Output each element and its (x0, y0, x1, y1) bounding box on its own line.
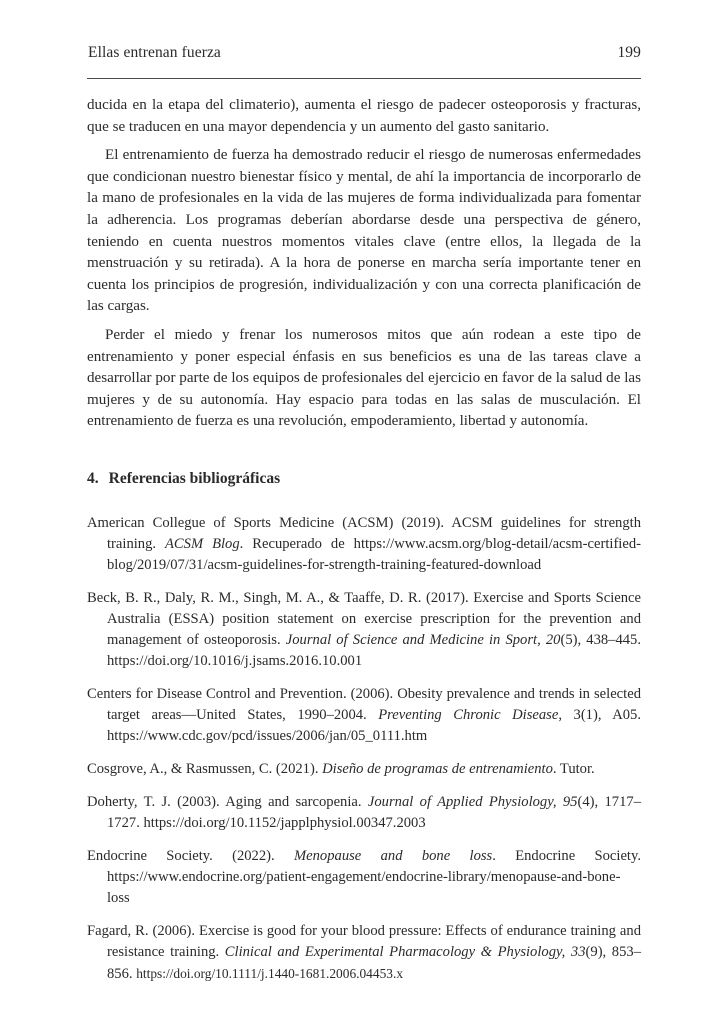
body-text (87, 95, 641, 440)
ref-text: Centers for Disease Control and Prevention. (2006). Obesity prevalence and trends in selected target areas—United States, 1990–2004. (87, 686, 641, 723)
ref-text: American Collegue of Sports Medicine (ACSM) (2019). ACSM guidelines for strength training. (87, 515, 641, 552)
section-title: Referencias bibliográficas (108, 470, 281, 487)
reference-list (87, 513, 641, 997)
reference-item (87, 684, 641, 747)
ref-source: Journal of Science and Medicine in Sport, 20 (285, 632, 561, 648)
ref-source: Clinical and Experimental Pharmacology & Physiology, 33 (224, 944, 586, 960)
reference-item (87, 759, 641, 780)
paragraph: El entrenamiento de fuerza ha demostrado reducir el riesgo de numerosas enfermedades que condicionan nuestro bienestar físico y mental, de ahí la importancia de incorporarlo de la mano de profesionales en la vida de las mujeres de forma individualizada para fomentar la adherencia. Los programas deberían abordarse desde una perspectiva de género, teniendo en cuenta nuestros momentos vitales clave (entre ellos, la llegada de la menstruación y su retirada). A la hora de ponerse en marcha sería importante tener en cuenta los principios de progresión, individualización y con una correcta planificación de las cargas. (87, 147, 641, 315)
paragraph: Perder el miedo y frenar los numerosos mitos que aún rodean a este tipo de entrenamiento y poner especial énfasis en sus beneficios es una de las tareas clave a desarrollar por parte de los equipos de profesionales del ejercicio en favor de la salud de las mujeres y de su autonomía. Hay espacio para todas en las salas de musculación. El entrenamiento de fuerza es una revolución, empoderamiento, libertad y autonomía. (87, 326, 641, 430)
ref-text: Endocrine Society. (2022). (87, 848, 294, 864)
page-number: 199 (617, 44, 641, 61)
section-number: 4. (87, 470, 99, 487)
ref-source: Diseño de programas de entrenamiento (322, 761, 553, 777)
running-head (88, 44, 641, 62)
section-heading (87, 470, 641, 488)
ref-source: Menopause and bone loss (294, 848, 493, 864)
reference-item (87, 921, 641, 985)
reference-item (87, 846, 641, 909)
ref-source: Journal of Applied Physiology, 95 (367, 794, 578, 810)
ref-text: . Recuperado de https://www.acsm.org/blog-detail/acsm-certified-blog/2019/07/31/acsm-guidelines-for-strength-training-featured-download (107, 536, 641, 573)
ref-text: Fagard, R. (2006). Exercise is good for your blood pressure: Effects of endurance training and resistance training. (87, 923, 641, 960)
paragraph: ducida en la etapa del climaterio), aumenta el riesgo de padecer osteoporosis y fracturas, que se traducen en una mayor dependencia y un aumento del gasto sanitario. (87, 97, 641, 135)
reference-item (87, 513, 641, 576)
running-title: Ellas entrenan fuerza (88, 44, 221, 61)
reference-item (87, 588, 641, 672)
ref-text: Doherty, T. J. (2003). Aging and sarcopenia. (87, 794, 368, 810)
ref-text: . Endocrine Society. https://www.endocrine.org/patient-engagement/endocrine-library/menopause-and-bone-loss (107, 848, 641, 906)
header-rule (87, 78, 641, 79)
ref-source: ACSM Blog (165, 536, 240, 552)
ref-text: (4), 1717–1727. https://doi.org/10.1152/japplphysiol.00347.2003 (107, 794, 641, 831)
reference-item (87, 792, 641, 834)
ref-text: (5), 438–445. https://doi.org/10.1016/j.jsams.2016.10.001 (107, 632, 642, 669)
ref-text: , 3(1), A05. https://www.cdc.gov/pcd/issues/2006/jan/05_0111.htm (107, 707, 642, 744)
ref-text: (9), 853–856. (107, 944, 641, 982)
ref-source: Preventing Chronic Disease (378, 707, 559, 723)
ref-text: Cosgrove, A., & Rasmussen, C. (2021). (87, 761, 323, 777)
ref-doi-link[interactable]: https://doi.org/10.1111/j.1440-1681.2006.04453.x (136, 966, 404, 981)
ref-text: Beck, B. R., Daly, R. M., Singh, M. A., & Taaffe, D. R. (2017). Exercise and Sports Science Australia (ESSA) position statement on exercise prescription for the prevention and management of osteoporosis. (87, 590, 641, 648)
ref-text: . Tutor. (552, 761, 595, 777)
